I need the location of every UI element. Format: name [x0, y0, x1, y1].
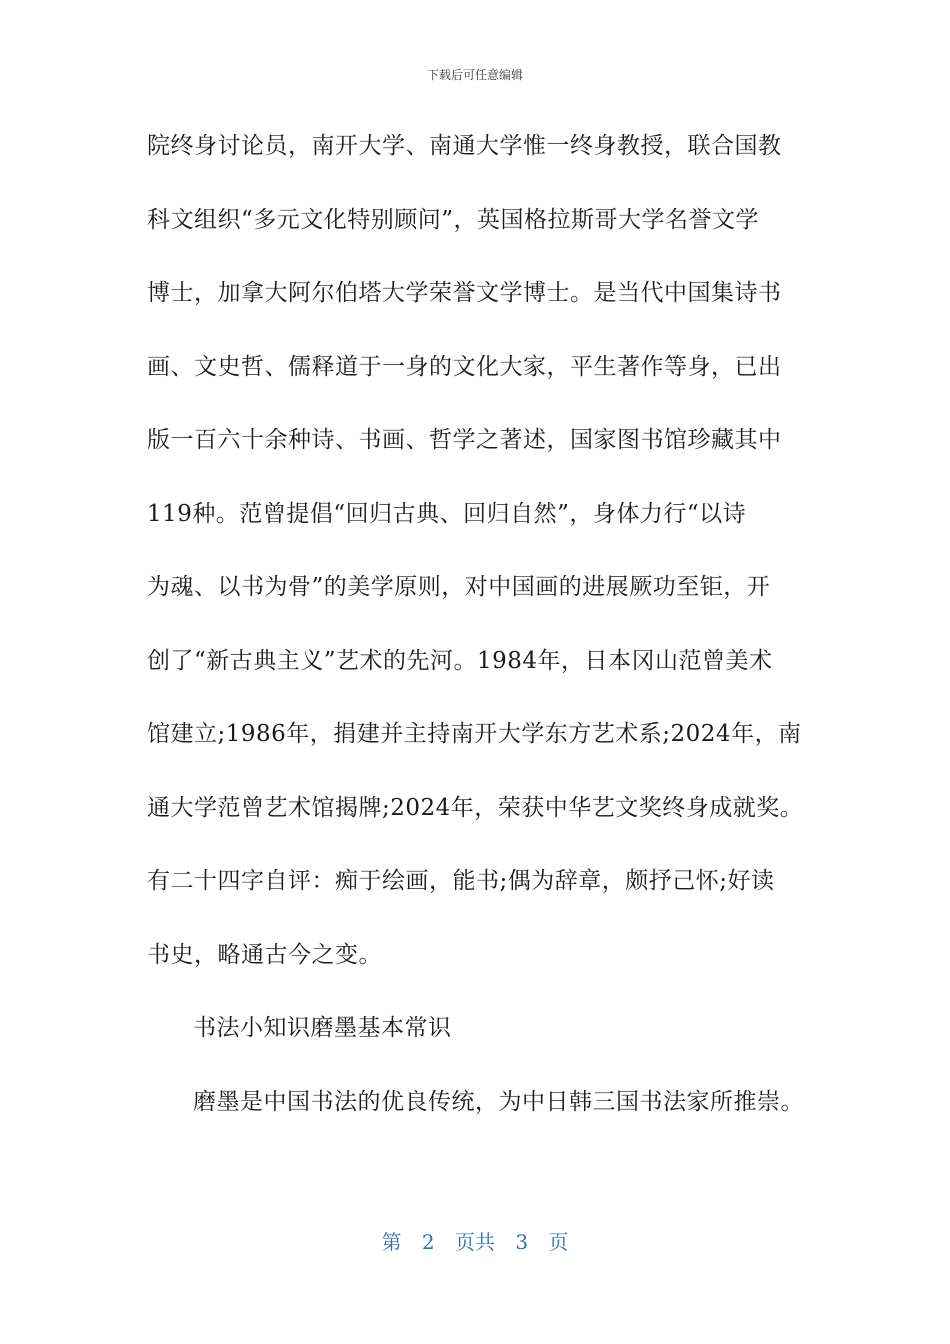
section-heading: 书法小知识磨墨基本常识 [193, 1015, 452, 1041]
body-line-4: 画、文史哲、儒释道于一身的文化大家，平生著作等身，已出 [147, 353, 782, 380]
body-line-10: 通大学范曾艺术馆揭牌;2024年，荣获中华艺文奖终身成就奖。 [147, 794, 804, 821]
body-line-7: 为魂、以书为骨”的美学原则，对中国画的进展厥功至钜，开 [147, 574, 771, 600]
footer-label-page: 第 [381, 1230, 402, 1254]
body-line-9: 馆建立;1986年，捐建并主持南开大学东方艺术系;2024年，南 [147, 721, 802, 747]
body-line-3: 博士，加拿大阿尔伯塔大学荣誉文学博士。是当代中国集诗书 [147, 280, 782, 306]
body-line-11: 有二十四字自评：痴于绘画，能书;偶为辞章，颇抒己怀;好读 [147, 868, 775, 894]
footer-label-end: 页 [548, 1230, 569, 1254]
footer-label-of: 页共 [455, 1230, 495, 1254]
body-line-8: 创了“新古典主义”艺术的先河。1984年，日本冈山范曾美术 [147, 647, 773, 674]
body-line-6: 119种。范曾提倡“回归古典、回归自然”，身体力行“以诗 [147, 500, 747, 527]
body-line-2: 科文组织“多元文化特别顾问”，英国格拉斯哥大学名誉文学 [147, 206, 760, 233]
body-paragraph-last: 磨墨是中国书法的优良传统，为中日韩三国书法家所推崇。 [193, 1088, 804, 1115]
body-line-12: 书史，略通古今之变。 [147, 941, 382, 968]
document-body [147, 126, 807, 1155]
page-header: 下载后可任意编辑 [426, 68, 523, 82]
body-line-1: 院终身讨论员，南开大学、南通大学惟一终身教授，联合国教 [147, 133, 782, 159]
body-line-5: 版一百六十余种诗、书画、哲学之著述，国家图书馆珍藏其中 [147, 427, 782, 453]
page-footer [0, 1226, 950, 1255]
footer-current-page: 2 [421, 1230, 435, 1254]
footer-total-pages: 3 [515, 1230, 529, 1254]
